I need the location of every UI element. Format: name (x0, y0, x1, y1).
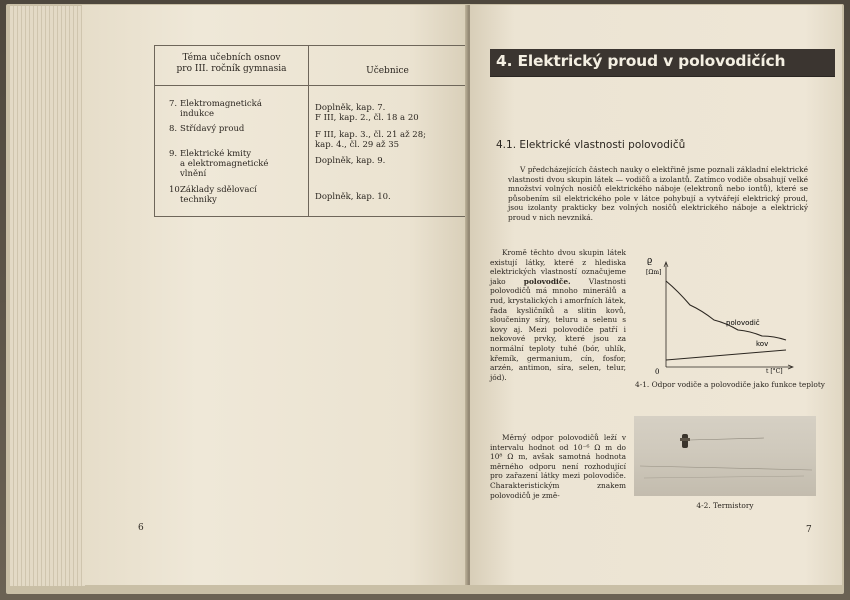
right-page (470, 5, 842, 585)
graph-axes (664, 262, 793, 369)
paragraph-semiconductors: Kromě těchto dvou skupin látek existují látky, které z hlediska elektrických vlastností označujeme jako polovodiče. Vlastnosti polovodičů má mnoho minerálů a rud, krystalických i amorfních látek, řada kysličníků a slitin kovů, sloučeniny síry, teluru a selenu s kovy aj. Mezi polovodiče patří i nekovové prvky, které jsou za normální teploty tuhé (bór, uhlík, křemík, germanium, cín, fosfor, arzén, antimon, síra, selen, telur, jód). (490, 248, 627, 382)
paragraph-resistivity: Měrný odpor polovodičů leží v intervalu hodnot od 10⁻⁶ Ω m do 10⁸ Ω m, avšak samotná hodnota měrného odporu není rozhodující pro zařazení látky mezi polovodiče. Charakteristickým znakem polovodičů je změ- (490, 433, 626, 500)
table-header-topic: Téma učebních osnov pro III. ročník gymnasia (176, 53, 287, 74)
thermistor-photo (634, 416, 816, 496)
series-label-kov: kov (756, 340, 769, 348)
table-row: 10. Základy sdělovací techniky (169, 185, 257, 205)
table-row: 8. Střídavý proud (169, 124, 245, 134)
series-label-polovodic: polovodič (726, 319, 760, 327)
table-header-textbook: Učebnice (366, 66, 409, 76)
table-ref: Doplněk, kap. 7. F III, kap. 2., čl. 18 a 20 (315, 103, 419, 123)
curriculum-table (154, 45, 466, 217)
figure-caption-2: 4-2. Termistory (696, 501, 754, 510)
table-column-divider (308, 46, 309, 216)
table-ref: Doplněk, kap. 10. (315, 192, 391, 202)
table-header-divider (155, 85, 465, 86)
page-number-left: 6 (138, 523, 144, 533)
series-line-kov (666, 350, 786, 360)
x-axis-label: t [°C] (766, 368, 783, 375)
table-ref: F III, kap. 3., čl. 21 až 28; kap. 4., čl. 29 až 35 (315, 130, 426, 150)
table-row: 9. Elektrické kmity a elektromagnetické vlnění (169, 149, 269, 179)
series-line-polovodic (666, 281, 786, 340)
y-axis-unit: [Ωm] (646, 269, 662, 276)
bold-term: polovodiče. (523, 276, 571, 286)
left-page (82, 5, 467, 585)
table-row: 7. Elektromagnetická indukce (169, 99, 262, 119)
section-title: 4.1. Elektrické vlastnosti polovodičů (496, 139, 686, 151)
chapter-title: 4. Elektrický proud v polovodičích (496, 52, 786, 70)
page-stack-edges (10, 6, 85, 586)
y-axis-symbol: ϱ (647, 256, 653, 266)
paragraph-intro: V předcházejících částech nauky o elektřině jsme poznali základní elektrické vlastnosti dvou skupin látek — vodičů a izolantů. Zatímco vodiče obsahují velké množství volných nosičů elektrického náboje (elektronů nebo iontů), které se působením sil elektrického pole v látce pohybují a vytvářejí elektrický proud, jsou izolanty prakticky bez volných nosičů elektrického náboje a elektrický proud v nich nevzniká. (508, 165, 808, 222)
figure-caption-1: 4-1. Odpor vodiče a polovodiče jako funkce teploty (635, 380, 825, 389)
table-ref: Doplněk, kap. 9. (315, 156, 386, 166)
thermistor-illustration (634, 416, 816, 496)
page-number-right: 7 (806, 525, 812, 535)
resistance-temperature-graph (646, 255, 796, 379)
origin-label: 0 (655, 368, 660, 376)
